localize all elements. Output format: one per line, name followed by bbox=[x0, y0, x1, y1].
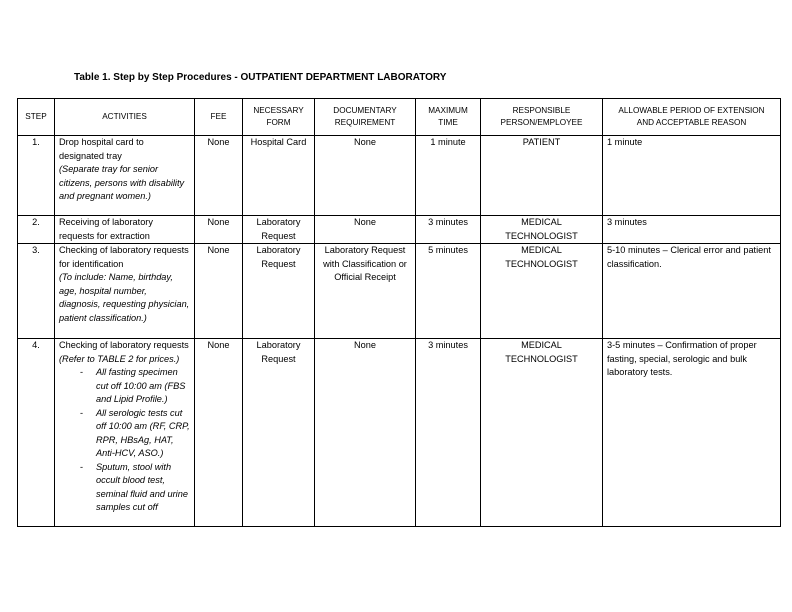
documentary-cell: None bbox=[315, 339, 416, 527]
procedures-table bbox=[17, 98, 781, 527]
fee-cell: None bbox=[195, 216, 243, 244]
responsible-cell: MEDICAL TECHNOLOGIST bbox=[481, 244, 603, 339]
table-title: Table 1. Step by Step Procedures - OUTPATIENT DEPARTMENT LABORATORY bbox=[74, 72, 447, 83]
activity-cell bbox=[55, 339, 195, 527]
activity-note: (Separate tray for senior citizens, persons with disability and pregnant women.) bbox=[59, 164, 185, 201]
activity-text: Drop hospital card to designated tray bbox=[59, 137, 144, 161]
activity-note: (Refer to TABLE 2 for prices.) bbox=[59, 353, 180, 364]
activity-cell bbox=[55, 244, 195, 339]
responsible-cell: PATIENT bbox=[481, 136, 603, 216]
activity-cell bbox=[55, 216, 195, 244]
extension-cell: 5-10 minutes – Clerical error and patient classification. bbox=[603, 244, 781, 339]
step-cell: 4. bbox=[18, 339, 55, 527]
fee-cell: None bbox=[195, 244, 243, 339]
header-necessary-form: NECESSARY FORM bbox=[243, 99, 315, 136]
table-row bbox=[18, 136, 781, 216]
activity-cell bbox=[55, 136, 195, 216]
activity-text: Checking of laboratory requests for identification bbox=[59, 245, 189, 269]
cutoff-list bbox=[59, 366, 190, 515]
table-row bbox=[18, 339, 781, 527]
table-row bbox=[18, 216, 781, 244]
activity-note: (To include: Name, birthday, age, hospital number, diagnosis, requesting physician, patient classification.) bbox=[59, 272, 190, 323]
header-activities: ACTIVITIES bbox=[55, 99, 195, 136]
form-cell: Laboratory Request bbox=[243, 244, 315, 339]
header-responsible-person: RESPONSIBLE PERSON/EMPLOYEE bbox=[481, 99, 603, 136]
step-cell: 1. bbox=[18, 136, 55, 216]
fee-cell: None bbox=[195, 136, 243, 216]
extension-cell: 1 minute bbox=[603, 136, 781, 216]
step-cell: 3. bbox=[18, 244, 55, 339]
extension-cell: 3 minutes bbox=[603, 216, 781, 244]
documentary-cell: None bbox=[315, 216, 416, 244]
documentary-cell: Laboratory Request with Classification or Official Receipt bbox=[315, 244, 416, 339]
header-step: STEP bbox=[18, 99, 55, 136]
extension-cell: 3-5 minutes – Confirmation of proper fasting, special, serologic and bulk laboratory tests. bbox=[603, 339, 781, 527]
header-row bbox=[18, 99, 781, 136]
list-item: - Sputum, stool with occult blood test, seminal fluid and urine samples cut off bbox=[80, 461, 188, 512]
responsible-cell: MEDICAL TECHNOLOGIST bbox=[481, 216, 603, 244]
form-cell: Hospital Card bbox=[243, 136, 315, 216]
header-documentary-requirement: DOCUMENTARY REQUIREMENT bbox=[315, 99, 416, 136]
list-item: - All fasting specimen cut off 10:00 am (FBS and Lipid Profile.) bbox=[80, 367, 186, 404]
time-cell: 1 minute bbox=[416, 136, 481, 216]
form-cell: Laboratory Request bbox=[243, 216, 315, 244]
table-row bbox=[18, 244, 781, 339]
activity-text: Receiving of laboratory requests for extraction bbox=[59, 217, 153, 241]
time-cell: 3 minutes bbox=[416, 339, 481, 527]
list-item: - All serologic tests cut off 10:00 am (RF, CRP, RPR, HBsAg, HAT, Anti-HCV, ASO.) bbox=[80, 407, 190, 458]
time-cell: 5 minutes bbox=[416, 244, 481, 339]
fee-cell: None bbox=[195, 339, 243, 527]
header-fee: FEE bbox=[195, 99, 243, 136]
form-cell: Laboratory Request bbox=[243, 339, 315, 527]
header-maximum-time: MAXIMUM TIME bbox=[416, 99, 481, 136]
documentary-cell: None bbox=[315, 136, 416, 216]
responsible-cell: MEDICAL TECHNOLOGIST bbox=[481, 339, 603, 527]
time-cell: 3 minutes bbox=[416, 216, 481, 244]
header-allowable-extension: ALLOWABLE PERIOD OF EXTENSION AND ACCEPTABLE REASON bbox=[603, 99, 781, 136]
step-cell: 2. bbox=[18, 216, 55, 244]
activity-text: Checking of laboratory requests (Refer to TABLE 2 for prices.) bbox=[59, 340, 189, 364]
